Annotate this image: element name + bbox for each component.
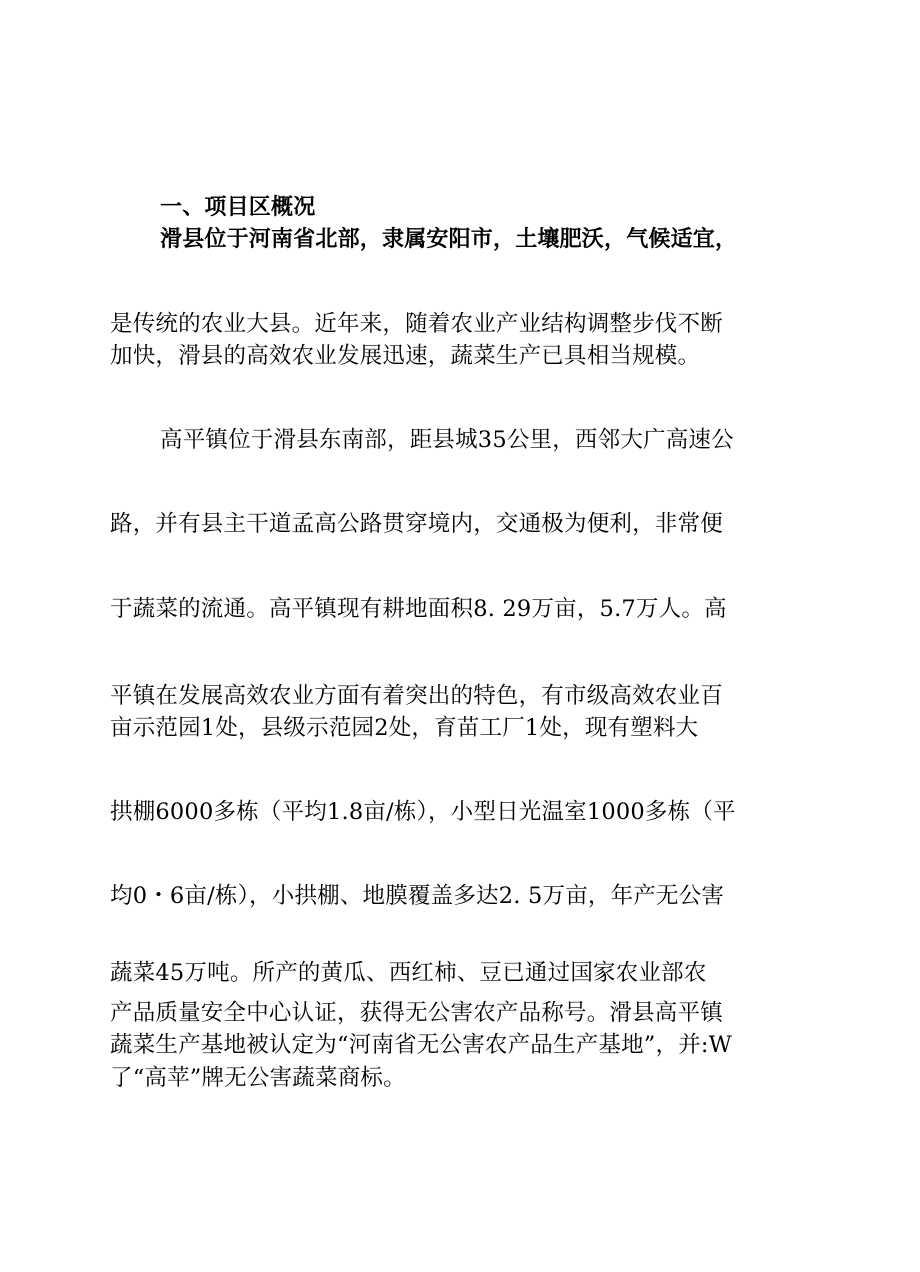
paragraph-line: 拱棚6000多栋（平均1.8亩/栋），小型日光温室1000多栋（平 (110, 799, 736, 825)
section-heading: 一、项目区概况 (160, 195, 316, 220)
paragraph-line: 平镇在发展高效农业方面有着突出的特色，有市级高效农业百 (110, 683, 723, 709)
paragraph-line: 蔬菜生产基地被认定为“河南省无公害农产品生产基地”，并:W (110, 1032, 733, 1058)
paragraph-line-intro: 滑县位于河南省北部，隶属安阳市，土壤肥沃，气候适宜， (160, 227, 738, 252)
paragraph-line: 是传统的农业大县。近年来，随着农业产业结构调整步伐不断 (110, 311, 723, 337)
paragraph-line: 路，并有县主干道孟高公路贯穿境内，交通极为便利，非常便 (110, 511, 723, 537)
paragraph-line: 产品质量安全中心认证，获得无公害农产品称号。滑县高平镇 (110, 1000, 723, 1026)
paragraph-line: 蔬菜45万吨。所产的黄瓜、西红柿、豆已通过国家农业部农 (110, 960, 707, 986)
paragraph-line: 了“高苹”牌无公害蔬菜商标。 (110, 1065, 406, 1091)
paragraph-line: 加快，滑县的高效农业发展迅速，蔬菜生产已具相当规模。 (110, 343, 701, 369)
paragraph-line: 于蔬菜的流通。高平镇现有耕地面积8. 29万亩，5.7万人。高 (110, 596, 727, 622)
paragraph-line: 均0・6亩/栋），小拱棚、地膜覆盖多达2. 5万亩，年产无公害 (110, 883, 725, 909)
paragraph-line: 亩示范园1处，县级示范园2处，育苗工厂1处，现有塑料大 (110, 715, 699, 741)
paragraph-line: 高平镇位于滑县东南部，距县城35公里，西邻大广高速公 (160, 427, 734, 453)
